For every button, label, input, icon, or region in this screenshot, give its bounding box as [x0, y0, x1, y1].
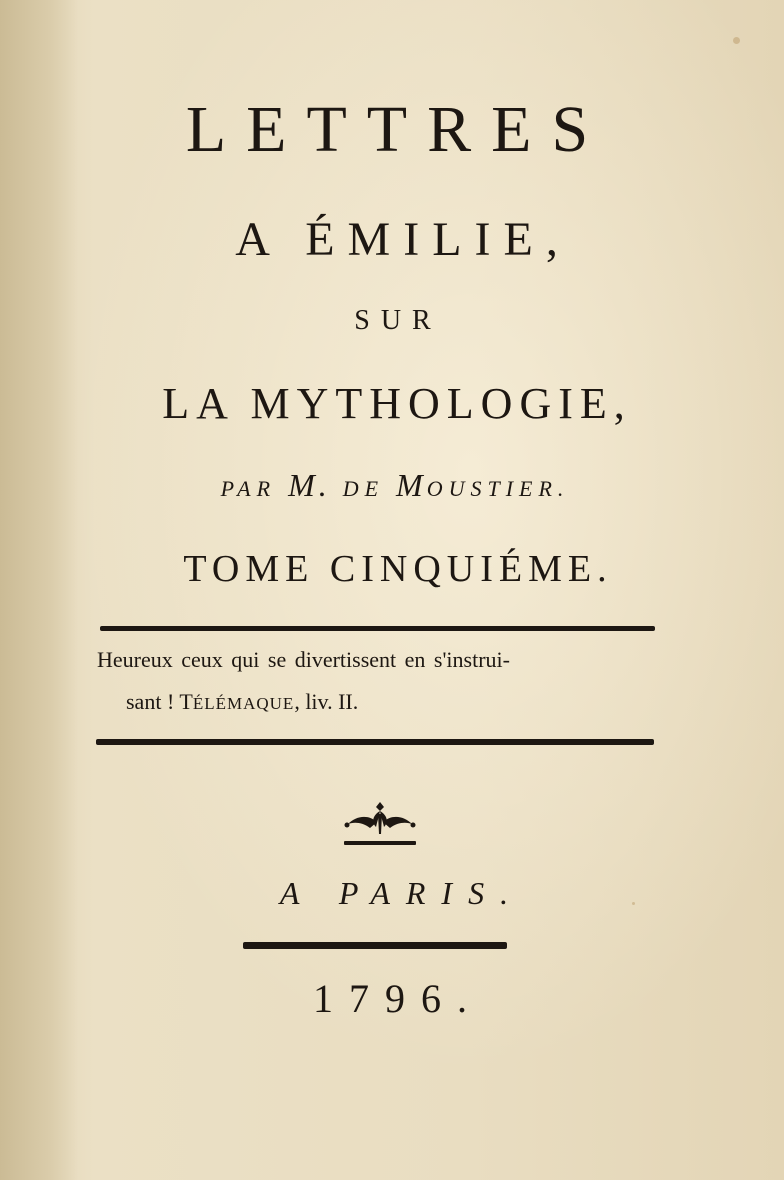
imprint-rule [243, 942, 507, 949]
book-subtitle: A ÉMILIE, [235, 213, 571, 266]
epigraph-top-rule [100, 626, 655, 631]
book-title: LETTRES [185, 93, 609, 166]
author-initial: M. [288, 467, 331, 503]
volume-number: TOME CINQUIÉME. [183, 548, 613, 590]
author-name-rest: OUSTIER. [426, 476, 570, 501]
epigraph-bottom-rule [96, 739, 654, 745]
epigraph-source-initial: T [179, 689, 193, 714]
imprint-place: A PARIS. [279, 875, 525, 911]
title-subject: LA MYTHOLOGIE, [162, 379, 632, 428]
epigraph-source-rest: ÉLÉMAQUE [192, 694, 295, 713]
epigraph-line-1: Heureux ceux qui se divertissent en s'instrui- [97, 647, 510, 672]
title-preposition: SUR [354, 305, 442, 336]
author-name-initial: M [396, 467, 427, 503]
imprint-year: 1796. [313, 976, 483, 1021]
epigraph-line-2-start: sant ! [126, 689, 180, 714]
foxing-spot [733, 37, 740, 44]
epigraph-line-2-end: , liv. II. [294, 689, 359, 714]
author-par: PAR [220, 476, 277, 501]
fleuron-ornament-icon [340, 800, 420, 850]
epigraph-line-2 [126, 689, 358, 715]
author-de: DE [342, 476, 385, 501]
author-line [0, 467, 784, 504]
